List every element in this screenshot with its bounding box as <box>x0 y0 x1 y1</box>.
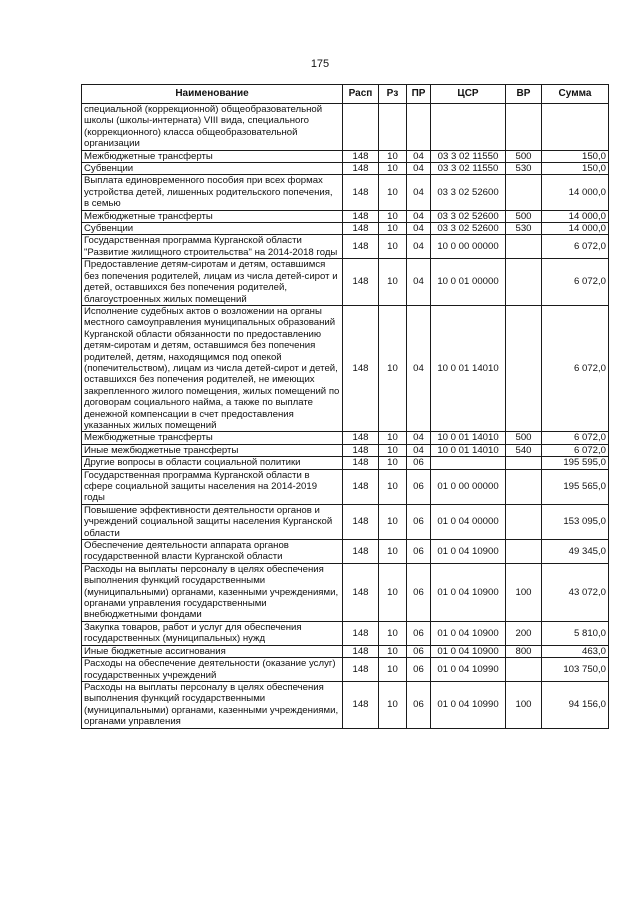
table-row <box>82 658 609 682</box>
header-pr: ПР <box>407 85 431 104</box>
cell-vr <box>506 504 542 539</box>
cell-pr: 04 <box>407 235 431 259</box>
cell-sum: 14 000,0 <box>542 223 609 235</box>
cell-rz: 10 <box>379 504 407 539</box>
cell-name: Субвенции <box>82 223 343 235</box>
cell-name: Межбюджетные трансферты <box>82 150 343 162</box>
cell-pr: 06 <box>407 457 431 469</box>
cell-pr: 04 <box>407 175 431 210</box>
cell-rz: 10 <box>379 681 407 728</box>
table-row <box>82 444 609 456</box>
cell-sum: 6 072,0 <box>542 305 609 431</box>
cell-vr: 100 <box>506 681 542 728</box>
cell-csr: 01 0 04 10900 <box>431 645 506 657</box>
cell-rasp: 148 <box>343 621 379 645</box>
cell-rasp: 148 <box>343 540 379 564</box>
cell-rasp: 148 <box>343 175 379 210</box>
cell-vr: 200 <box>506 621 542 645</box>
header-vr: ВР <box>506 85 542 104</box>
table-row <box>82 259 609 306</box>
cell-name: специальной (коррекционной) общеобразовательной школы (школы-интерната) VIII вида, специального (коррекционного) класса общеобразовательной организации <box>82 104 343 151</box>
table-row <box>82 150 609 162</box>
cell-rz: 10 <box>379 305 407 431</box>
cell-rz: 10 <box>379 645 407 657</box>
table-row <box>82 563 609 621</box>
cell-pr: 04 <box>407 259 431 306</box>
table-row <box>82 645 609 657</box>
cell-sum: 195 595,0 <box>542 457 609 469</box>
cell-vr <box>506 469 542 504</box>
cell-rasp: 148 <box>343 163 379 175</box>
cell-rasp: 148 <box>343 457 379 469</box>
cell-pr: 04 <box>407 223 431 235</box>
cell-sum: 6 072,0 <box>542 235 609 259</box>
table-row <box>82 504 609 539</box>
cell-name: Субвенции <box>82 163 343 175</box>
cell-rasp: 148 <box>343 645 379 657</box>
cell-rz: 10 <box>379 658 407 682</box>
cell-csr: 01 0 04 10900 <box>431 563 506 621</box>
cell-name: Расходы на выплаты персоналу в целях обеспечения выполнения функций государственными (муниципальными) органами, казенными учреждениями, органами управления государственными внебюджетными фондами <box>82 563 343 621</box>
cell-name: Государственная программа Курганской области "Развитие жилищного строительства" на 2014-2018 годы <box>82 235 343 259</box>
cell-rz: 10 <box>379 444 407 456</box>
cell-pr: 04 <box>407 210 431 222</box>
cell-rasp <box>343 104 379 151</box>
cell-name: Межбюджетные трансферты <box>82 210 343 222</box>
table-row <box>82 469 609 504</box>
cell-rz: 10 <box>379 175 407 210</box>
cell-csr: 01 0 04 10990 <box>431 658 506 682</box>
cell-name: Иные межбюджетные трансферты <box>82 444 343 456</box>
cell-vr <box>506 457 542 469</box>
cell-sum: 5 810,0 <box>542 621 609 645</box>
header-csr: ЦСР <box>431 85 506 104</box>
cell-vr: 540 <box>506 444 542 456</box>
cell-rasp: 148 <box>343 432 379 444</box>
cell-csr <box>431 104 506 151</box>
cell-pr: 04 <box>407 150 431 162</box>
cell-name: Закупка товаров, работ и услуг для обеспечения государственных (муниципальных) нужд <box>82 621 343 645</box>
cell-rasp: 148 <box>343 469 379 504</box>
cell-sum: 103 750,0 <box>542 658 609 682</box>
cell-pr: 06 <box>407 645 431 657</box>
cell-name: Другие вопросы в области социальной политики <box>82 457 343 469</box>
cell-pr: 04 <box>407 305 431 431</box>
cell-pr: 06 <box>407 658 431 682</box>
cell-vr: 100 <box>506 563 542 621</box>
table-row <box>82 621 609 645</box>
cell-pr: 04 <box>407 444 431 456</box>
cell-rz: 10 <box>379 163 407 175</box>
cell-sum: 153 095,0 <box>542 504 609 539</box>
cell-sum: 94 156,0 <box>542 681 609 728</box>
table-row <box>82 104 609 151</box>
table-header-row <box>82 85 609 104</box>
table-row <box>82 175 609 210</box>
cell-sum: 14 000,0 <box>542 210 609 222</box>
cell-pr: 04 <box>407 163 431 175</box>
cell-pr: 06 <box>407 621 431 645</box>
cell-csr: 01 0 04 10900 <box>431 621 506 645</box>
cell-csr: 03 3 02 52600 <box>431 175 506 210</box>
cell-sum: 6 072,0 <box>542 432 609 444</box>
header-rz: Рз <box>379 85 407 104</box>
cell-vr: 500 <box>506 432 542 444</box>
header-rasp: Расп <box>343 85 379 104</box>
cell-name: Исполнение судебных актов о возложении на органы местного самоуправления муниципальных образований Курганской области обязанности по предоставлению детям-сиротам и детям, оставшимся без попечения родителей, детям, находящимся под опекой (попечительством), лицам из числа детей-сирот и детей, оставшихся без попечения родителей, не имеющих закрепленного жилого помещения, жилых помещений по договорам социального найма, а также по выплате денежной компенсации в счет предоставления указанных жилых помещений <box>82 305 343 431</box>
cell-rasp: 148 <box>343 150 379 162</box>
cell-rasp: 148 <box>343 444 379 456</box>
header-name: Наименование <box>82 85 343 104</box>
table-row <box>82 681 609 728</box>
cell-vr <box>506 235 542 259</box>
cell-rasp: 148 <box>343 658 379 682</box>
cell-csr: 10 0 01 00000 <box>431 259 506 306</box>
table-row <box>82 457 609 469</box>
table-row <box>82 540 609 564</box>
cell-csr: 10 0 01 14010 <box>431 432 506 444</box>
cell-vr: 530 <box>506 163 542 175</box>
cell-sum: 6 072,0 <box>542 259 609 306</box>
cell-csr: 01 0 04 10990 <box>431 681 506 728</box>
cell-csr: 03 3 02 11550 <box>431 150 506 162</box>
budget-table <box>81 84 609 729</box>
cell-name: Государственная программа Курганской области в сфере социальной защиты населения на 2014-2019 годы <box>82 469 343 504</box>
cell-name: Предоставление детям-сиротам и детям, оставшимся без попечения родителей, лицам из числа детей-сирот и детей, оставшихся без попечения родителей, благоустроенных жилых помещений <box>82 259 343 306</box>
cell-csr: 01 0 04 00000 <box>431 504 506 539</box>
cell-name: Повышение эффективности деятельности органов и учреждений социальной защиты населения Курганской области <box>82 504 343 539</box>
cell-rasp: 148 <box>343 681 379 728</box>
cell-pr: 06 <box>407 681 431 728</box>
cell-vr: 800 <box>506 645 542 657</box>
cell-name: Выплата единовременного пособия при всех формах устройства детей, лишенных родительского попечения, в семью <box>82 175 343 210</box>
header-sum: Сумма <box>542 85 609 104</box>
cell-vr: 530 <box>506 223 542 235</box>
cell-sum <box>542 104 609 151</box>
cell-rz: 10 <box>379 223 407 235</box>
table-row <box>82 223 609 235</box>
cell-sum: 14 000,0 <box>542 175 609 210</box>
cell-rz: 10 <box>379 235 407 259</box>
cell-name: Иные бюджетные ассигнования <box>82 645 343 657</box>
cell-rz: 10 <box>379 540 407 564</box>
cell-sum: 43 072,0 <box>542 563 609 621</box>
cell-csr: 10 0 01 14010 <box>431 444 506 456</box>
cell-vr: 500 <box>506 210 542 222</box>
cell-rasp: 148 <box>343 504 379 539</box>
cell-name: Межбюджетные трансферты <box>82 432 343 444</box>
cell-pr <box>407 104 431 151</box>
cell-sum: 6 072,0 <box>542 444 609 456</box>
cell-pr: 04 <box>407 432 431 444</box>
cell-pr: 06 <box>407 469 431 504</box>
cell-name: Расходы на выплаты персоналу в целях обеспечения выполнения функций государственными (муниципальными) органами, казенными учреждениями, органами управления <box>82 681 343 728</box>
table-row <box>82 235 609 259</box>
cell-csr: 10 0 01 14010 <box>431 305 506 431</box>
cell-rz <box>379 104 407 151</box>
cell-sum: 463,0 <box>542 645 609 657</box>
table-row <box>82 210 609 222</box>
cell-vr <box>506 540 542 564</box>
cell-rasp: 148 <box>343 235 379 259</box>
cell-sum: 150,0 <box>542 150 609 162</box>
cell-csr: 03 3 02 52600 <box>431 223 506 235</box>
cell-rasp: 148 <box>343 563 379 621</box>
cell-pr: 06 <box>407 563 431 621</box>
cell-csr: 01 0 04 10900 <box>431 540 506 564</box>
cell-rz: 10 <box>379 621 407 645</box>
cell-rz: 10 <box>379 210 407 222</box>
cell-name: Обеспечение деятельности аппарата органов государственной власти Курганской области <box>82 540 343 564</box>
cell-rz: 10 <box>379 469 407 504</box>
cell-vr <box>506 104 542 151</box>
cell-rz: 10 <box>379 259 407 306</box>
cell-name: Расходы на обеспечение деятельности (оказание услуг) государственных учреждений <box>82 658 343 682</box>
cell-sum: 49 345,0 <box>542 540 609 564</box>
cell-vr <box>506 259 542 306</box>
cell-rasp: 148 <box>343 305 379 431</box>
cell-vr: 500 <box>506 150 542 162</box>
cell-pr: 06 <box>407 540 431 564</box>
cell-sum: 150,0 <box>542 163 609 175</box>
cell-csr: 03 3 02 52600 <box>431 210 506 222</box>
cell-vr <box>506 175 542 210</box>
cell-csr: 10 0 00 00000 <box>431 235 506 259</box>
table-row <box>82 305 609 431</box>
cell-vr <box>506 658 542 682</box>
cell-csr: 01 0 00 00000 <box>431 469 506 504</box>
table-row <box>82 163 609 175</box>
table-row <box>82 432 609 444</box>
cell-pr: 06 <box>407 504 431 539</box>
cell-csr: 03 3 02 11550 <box>431 163 506 175</box>
cell-rasp: 148 <box>343 210 379 222</box>
cell-rz: 10 <box>379 457 407 469</box>
cell-rasp: 148 <box>343 259 379 306</box>
cell-rz: 10 <box>379 432 407 444</box>
cell-rasp: 148 <box>343 223 379 235</box>
cell-vr <box>506 305 542 431</box>
cell-csr <box>431 457 506 469</box>
cell-rz: 10 <box>379 150 407 162</box>
cell-rz: 10 <box>379 563 407 621</box>
page-number: 175 <box>310 58 330 70</box>
cell-sum: 195 565,0 <box>542 469 609 504</box>
